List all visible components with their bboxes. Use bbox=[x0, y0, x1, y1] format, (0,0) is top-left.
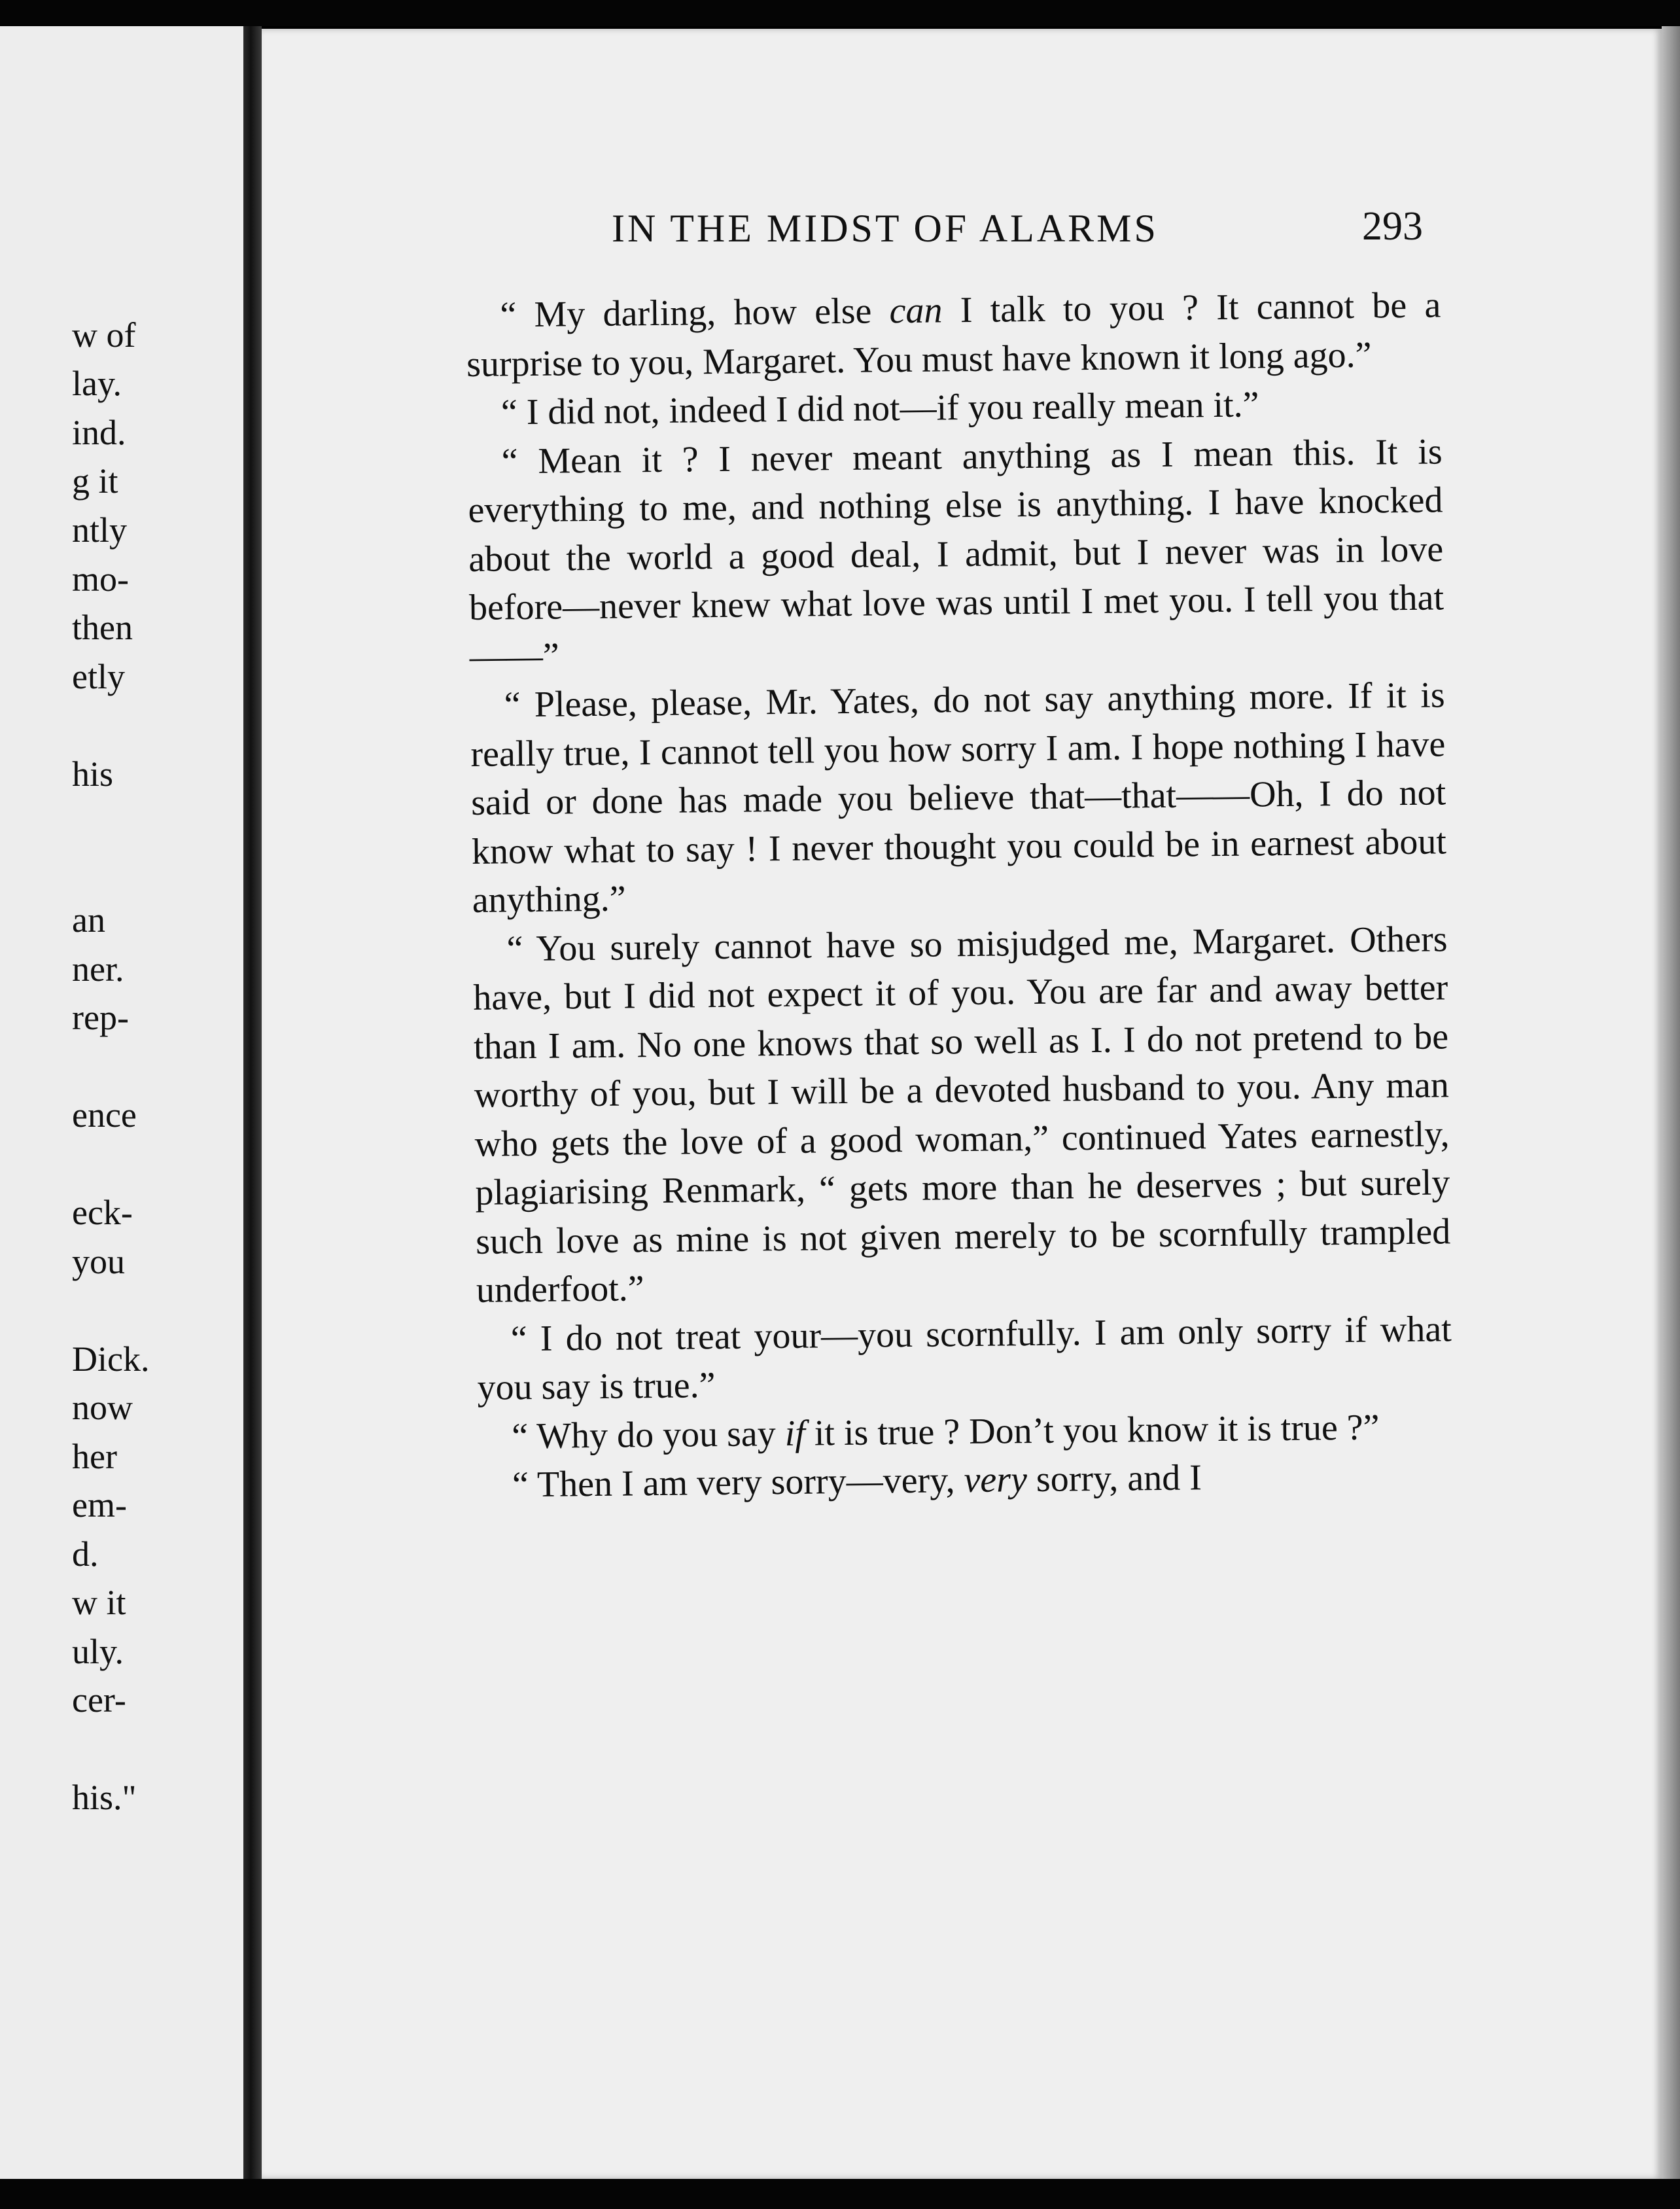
paragraph bbox=[478, 1451, 1454, 1510]
left-page-fragment: her bbox=[72, 1437, 117, 1476]
paragraph-text: I talk to you ? It cannot be a surprise to you, Margaret. You must have known it long ago.” bbox=[466, 285, 1441, 385]
left-page-fragment: ind. bbox=[72, 413, 126, 452]
paragraph-text: “ Then I am very sorry—very, bbox=[512, 1460, 964, 1506]
book-gutter bbox=[243, 26, 262, 2179]
paragraph-text: “ Why do you say bbox=[512, 1413, 785, 1457]
left-page-fragment: w of bbox=[72, 315, 136, 355]
paragraph: “ Please, please, Mr. Yates, do not say anything more. If it is really true, I cannot tell you how sorry I am. I hope nothing I have said or done has made you believe that—that——Oh, I do not know what to say ! I never thought you could be in earnest about anything.” bbox=[470, 675, 1447, 921]
paragraph bbox=[466, 281, 1441, 389]
left-page-fragment: d. bbox=[72, 1534, 99, 1574]
paragraph: “ I did not, indeed I did not—if you really mean it.” bbox=[500, 384, 1259, 433]
left-page-fragment: w it bbox=[72, 1583, 126, 1622]
left-page-fragment: uly. bbox=[72, 1632, 124, 1671]
left-page-fragment: em- bbox=[72, 1485, 127, 1525]
left-page-fragment: cer- bbox=[72, 1680, 126, 1720]
paragraph-text: it is true ? Don’t you know it is true ?” bbox=[805, 1406, 1380, 1454]
left-page-fragment: Dick. bbox=[72, 1339, 150, 1379]
left-page-fragment: eck- bbox=[72, 1193, 133, 1232]
page-header bbox=[612, 186, 1423, 258]
left-page-fragment: now bbox=[72, 1388, 133, 1427]
left-page-fragment: mo- bbox=[72, 559, 129, 599]
paragraph: “ Mean it ? I never meant anything as I mean this. It is everything to me, and nothing else is anything. I have knocked about the world a good deal, I admit, but I never was in love before—never knew what love was until I met you. I tell you that——” bbox=[468, 431, 1444, 677]
paragraph bbox=[478, 1402, 1453, 1461]
left-page-fragment: ence bbox=[72, 1095, 137, 1135]
left-page-fragment: g it bbox=[72, 461, 118, 501]
page-number: 293 bbox=[1362, 204, 1423, 249]
left-page-fragment: his." bbox=[72, 1778, 137, 1817]
left-page-fragment: an bbox=[72, 900, 105, 940]
paragraph-text: “ My darling, how else bbox=[500, 291, 890, 336]
left-page-fragment: his bbox=[72, 754, 114, 794]
scan-border-top bbox=[0, 0, 1680, 26]
body-text bbox=[466, 281, 1453, 1510]
paragraph-text: sorry, and I bbox=[1026, 1457, 1202, 1500]
paragraph: “ I do not treat your—you scornfully. I am only sorry if what you say is true.” bbox=[477, 1308, 1452, 1408]
scan-border-bottom bbox=[0, 2179, 1680, 2209]
left-page-fragment: lay. bbox=[72, 364, 122, 403]
italic-word: can bbox=[889, 290, 943, 332]
left-page-fragment: then bbox=[72, 608, 133, 647]
italic-word: very bbox=[964, 1459, 1028, 1501]
left-page-fragment: ntly bbox=[72, 510, 128, 550]
left-page-fragment: ner. bbox=[72, 949, 124, 989]
paragraph: “ You surely cannot have so misjudged me, Margaret. Others have, but I did not expect it of you. You are far and away better than I am. No one knows that so well as I. I do not pretend to be worthy of you, but I will be a devoted husband to you. Any man who gets the love of a good woman,” continued Yates earnestly, plagiarising Renmark, “ gets more than he deserves ; but surely such love as mine is not given merely to be scornfully trampled underfoot.” bbox=[472, 918, 1451, 1311]
left-page-fragment: rep- bbox=[72, 998, 129, 1037]
page-edge-shadow bbox=[1662, 26, 1680, 2179]
italic-word: if bbox=[784, 1413, 806, 1454]
left-page-fragment: etly bbox=[72, 657, 125, 696]
left-page-fragment: you bbox=[72, 1242, 125, 1281]
left-facing-page bbox=[0, 26, 243, 2179]
running-head: IN THE MIDST OF ALARMS bbox=[612, 207, 1159, 250]
